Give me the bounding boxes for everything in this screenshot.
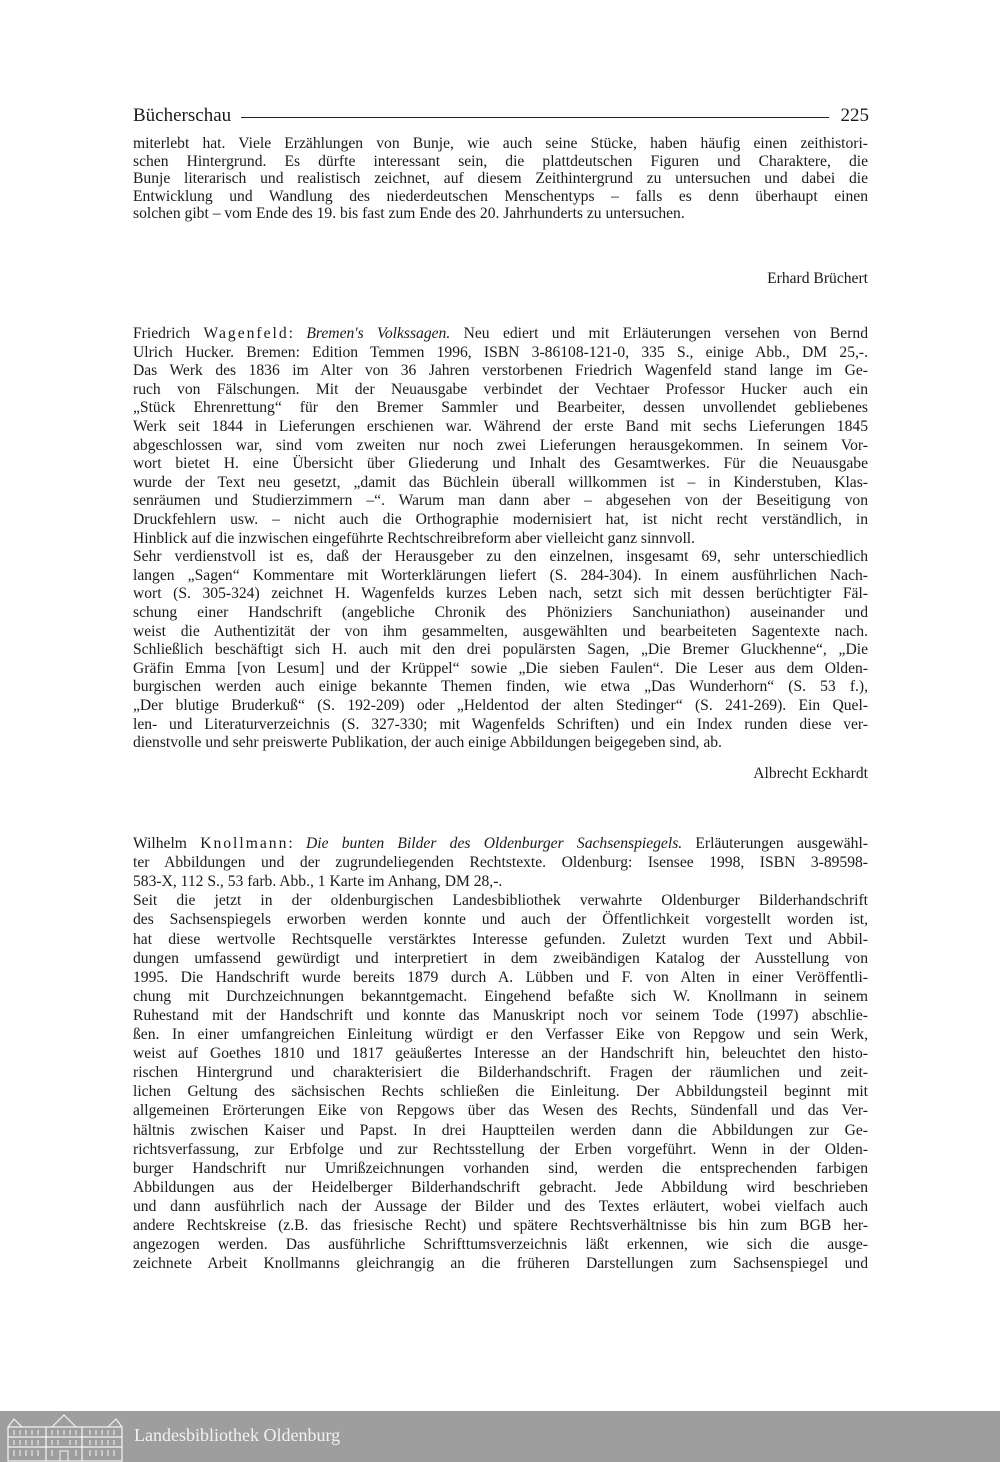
text-line (133, 1197, 868, 1216)
author-first-name: Friedrich (133, 325, 204, 342)
text-line (133, 910, 868, 929)
text-line-content: rischen Hintergrund und charakterisiert die Bilderhandschrift. Fragen der räumlichen und zeit- (133, 1064, 868, 1082)
text-line (133, 1082, 868, 1101)
header-title: Bücherschau (133, 105, 232, 126)
text-line (133, 567, 868, 586)
text-line-content: ßen. In einer umfangreichen Einleitung würdigt er den Verfasser Eike von Repgow und sein Werk, (133, 1026, 868, 1043)
bibliographic-heading (133, 325, 868, 344)
author-first-name: Wilhelm (133, 835, 201, 852)
text-line-content: „Der blutige Bruderkuß“ (S. 192-209) oder „Heldentod der alten Stedinger“ (S. 241-269). Ein Quel- (133, 697, 868, 714)
text-line-content: wort (S. 305-324) zeichnet H. Wagenfelds kurzes Leben nach, setzt sich mit dessen berüchtigter Fäl- (133, 585, 868, 603)
text-line-content: chung mit Durchzeichnungen bekanntgemacht. Eingehend befaßte sich W. Knollmann in seinem (133, 987, 868, 1005)
text-line (133, 474, 868, 493)
text-line-content: schen Hintergrund. Es dürfte interessant sein, die plattdeutschen Figuren und Charaktere, die (133, 152, 868, 170)
library-footer-banner (0, 1411, 1000, 1462)
text-line-content: dungen umfassend gewürdigt und interpretiert in dem zweibändigen Katalog der Ausstellung von (133, 949, 868, 967)
text-line (133, 344, 868, 363)
text-line (133, 660, 868, 679)
text-line (133, 697, 868, 716)
text-line-content: Das Werk des 1836 im Alter von 36 Jahren verstorbenen Friedrich Wagenfeld stand lange im Ge- (133, 362, 868, 380)
reviewer-signature: Albrecht Eckhardt (753, 765, 868, 782)
text-line (133, 135, 868, 153)
text-line (133, 1101, 868, 1120)
running-header (133, 103, 869, 129)
text-line-content: lichen Geltung des sächsischen Rechts schließen die Einleitung. Der Abbildungsteil beginnt mit (133, 1083, 868, 1101)
text-line (133, 188, 868, 206)
text-line-content: zeichnete Arbeit Knollmanns gleichrangig an die früheren Darstellungen zum Sachsenspiegel und (133, 1255, 868, 1273)
text-line (133, 1159, 868, 1178)
page-number: 225 (840, 105, 869, 126)
text-line-content: Schließlich beschäftigt sich H. auch mit den drei populärsten Sagen, „Die Bremer Gluckhenne“, „Die (133, 641, 868, 659)
header-rule (241, 117, 828, 118)
text-line (133, 1044, 868, 1063)
heading-rest: Neu ediert und mit Erläuterungen versehen von Bernd (450, 325, 868, 342)
text-line (133, 949, 868, 968)
text-line-content: wort bietet H. eine Übersicht über Gliederung und Inhalt des Gesamtwerkes. Für die Neuausgabe (133, 455, 868, 473)
text-line (133, 623, 868, 642)
text-line-content: abgeschlossen war, sind vom zweiten nur noch zwei Lieferungen herausgekommen. In seinem Vor- (133, 436, 868, 454)
text-line (133, 1140, 868, 1159)
text-line (133, 987, 868, 1006)
text-line (133, 418, 868, 437)
text-line-content: andere Rechtskreise (z.B. das friesische Recht) und spätere Rechtsverhältnisse bis hin zum BGB her- (133, 1217, 868, 1234)
text-line-content: schung einer Handschrift (angebliche Chronik des Phöniziers Sanchuniathon) auseinander und (133, 604, 868, 621)
text-line (133, 1063, 868, 1082)
text-line-content: Druckfehlern usw. – nicht auch die Orthographie modernisiert hat, ist nicht recht verständlich, in (133, 511, 868, 528)
text-line (133, 492, 868, 511)
book-title: Bremen's Volkssagen. (306, 325, 451, 342)
text-line (133, 678, 868, 697)
text-line (133, 1254, 868, 1273)
text-line-content: angezogen werden. Das ausführliche Schrifttumsverzeichnis läßt erkennen, wie sich die ausge- (133, 1236, 868, 1254)
text-line-content: Ruhestand mit der Handschrift und konnte das Manuskript noch vor seinem Tode (1997) abschlie- (133, 1006, 868, 1024)
text-line (133, 872, 868, 891)
text-line (133, 1006, 868, 1025)
text-line-content: burgischen werden auch einige bekannte Themen finden, wie etwa „Das Wunderhorn“ (S. 53 f.), (133, 678, 868, 696)
text-line (133, 170, 868, 188)
text-line-content: Sehr verdienstvoll ist es, daß der Herausgeber zu den einzelnen, insgesamt 69, sehr unterschiedlich (133, 548, 868, 566)
text-line-content: und dann ausführlich nach der Aussage der Bilder und des Textes erläutert, wobei vielfach auch (133, 1197, 868, 1215)
text-line-content: burger Handschrift nur Umrißzeichnungen vorhanden sind, werden die entsprechenden farbigen (133, 1159, 868, 1177)
text-line-content: 1995. Die Handschrift wurde bereits 1879 durch A. Lübben und F. von Alten in einer Veröffentli- (133, 968, 868, 986)
text-line (133, 1216, 868, 1235)
text-line-content: len- und Literaturverzeichnis (S. 327-330; mit Wagenfelds Schriften) und ein Index runden diese ver- (133, 715, 868, 733)
text-line-content: weist die Authentizität der von ihm gesammelten, ausgewählten und bearbeiteten Sagentexte nach. (133, 622, 868, 640)
text-line-content: solchen gibt – vom Ende des 19. bis fast zum Ende des 20. Jahrhunderts zu untersuchen. (133, 205, 685, 222)
text-line-content: Ulrich Hucker. Bremen: Edition Temmen 1996, ISBN 3-86108-121-0, 335 S., einige Abb., DM 25,-. (133, 343, 868, 361)
review-wagenfeld (133, 325, 868, 753)
text-line-content: ruch von Fälschungen. Mit der Neuausgabe verbindet der Vechtaer Professor Hucker auch ein (133, 380, 868, 398)
text-line-content: langen „Sagen“ Kommentare mit Worterklärungen liefert (S. 284-304). In einem ausführlichen Nach- (133, 566, 868, 584)
text-line-content: Abbildungen aus der Heidelberger Bilderhandschrift gebracht. Jede Abbildung wird beschrieben (133, 1178, 868, 1196)
library-building-logo (6, 1413, 124, 1462)
text-line-content: Werk seit 1844 in Lieferungen erschienen war. Während der erste Band mit sechs Lieferungen 1845 (133, 418, 868, 435)
text-line (133, 1025, 868, 1044)
text-line-content: des Sachsenspiegels erworben werden konnte und auch der Öffentlichkeit vorgestellt worden ist, (133, 911, 868, 929)
text-line-content: Hinblick auf die inzwischen eingeführte Rechtschreibreform aber vielleicht ganz sinnvoll. (133, 529, 696, 547)
reviewer-signature: Erhard Brüchert (767, 270, 868, 287)
review-continuation (133, 135, 868, 223)
heading-content: Wilhelm Knollmann: Die bunten Bilder des Oldenburger Sachsenspiegels. Erläuterungen ausgewähl- (133, 835, 868, 852)
text-line-content: Seit die jetzt in der oldenburgischen Landesbibliothek verwahrte Oldenburger Bilderhandschrift (133, 892, 868, 910)
text-line-content: hältnis zwischen Kaiser und Papst. In drei Hauptteilen werden dann die Abbildungen zur Ge- (133, 1121, 868, 1139)
text-line-content: wurde der Text neu gesetzt, „damit das Büchlein überall willkommen ist – in Kinderstuben, Klas- (133, 473, 868, 491)
text-line (133, 205, 868, 223)
text-line-content: senräumen und Studierzimmern –“. Warum man dann aber – abgesehen von der Beseitigung von (133, 492, 868, 510)
text-line (133, 853, 868, 872)
text-line (133, 1121, 868, 1140)
heading-rest: Erläuterungen ausgewähl- (682, 835, 868, 852)
book-title: Die bunten Bilder des Oldenburger Sachsenspiegels. (305, 835, 683, 852)
text-line (133, 1235, 868, 1254)
author-last-name: Wagenfeld (203, 325, 289, 342)
heading-content: Friedrich Wagenfeld: Bremen's Volkssagen. Neu ediert und mit Erläuterungen versehen von Bernd (133, 325, 868, 342)
text-line-content: 583-X, 112 S., 53 farb. Abb., 1 Karte im Anhang, DM 28,-. (133, 873, 503, 891)
text-line (133, 381, 868, 400)
text-line (133, 641, 868, 660)
text-line-content: „Stück Ehrenrettung“ für den Bremer Sammler und Bearbeiter, dessen unvollendet gebliebenes (133, 399, 868, 417)
text-line (133, 604, 868, 623)
text-line-content: hat diese wertvolle Rechtsquelle verstärktes Interesse gefunden. Zuletzt wurden Text und Abbil- (133, 930, 868, 948)
text-line (133, 585, 868, 604)
text-line (133, 153, 868, 171)
text-line (133, 1178, 868, 1197)
text-line-content: Gräfin Emma [von Lesum] und der Krüppel“ sowie „Die sieben Faulen“. Die Leser aus dem Olden- (133, 659, 868, 677)
text-line-content: miterlebt hat. Viele Erzählungen von Bunje, wie auch seine Stücke, haben häufig einen zeithistori- (133, 135, 868, 152)
text-line (133, 362, 868, 381)
text-line (133, 891, 868, 910)
author-last-name: Knollmann (200, 835, 289, 852)
text-line (133, 734, 868, 753)
text-line (133, 716, 868, 735)
review-knollmann (133, 834, 868, 1273)
text-line (133, 548, 868, 567)
bibliographic-heading (133, 834, 868, 853)
text-line (133, 455, 868, 474)
text-line-content: ter Abbildungen und der zugrundeliegenden Rechtstexte. Oldenburg: Isensee 1998, ISBN 3-89598- (133, 854, 868, 872)
text-line (133, 437, 868, 456)
text-line (133, 511, 868, 530)
text-line-content: dienstvolle und sehr preiswerte Publikation, der auch einige Abbildungen beigegeben sind, ab. (133, 734, 722, 752)
text-line-content: weist auf Goethes 1810 und 1817 geäußertes Interesse an der Handschrift hin, beleuchtet den histo- (133, 1045, 868, 1063)
text-line-content: allgemeinen Erörterungen Eike von Repgows über das Wesen des Rechts, Sündenfall und das Ver- (133, 1102, 868, 1120)
text-line (133, 968, 868, 987)
text-line (133, 530, 868, 549)
text-line (133, 930, 868, 949)
text-line-content: Entwicklung und Wandlung des niederdeutschen Menschentyps – falls es denn überhaupt einen (133, 187, 868, 205)
text-line-content: richtsverfassung, zur Erbfolge und zur Rechtsstellung der Erben vorgeführt. Wenn in der Olden- (133, 1140, 868, 1158)
text-line-content: Bunje literarisch und realistisch zeichnet, auf diesem Zeithintergrund zu untersuchen und dabei die (133, 170, 868, 187)
library-name: Landesbibliothek Oldenburg (134, 1425, 341, 1445)
text-line (133, 399, 868, 418)
